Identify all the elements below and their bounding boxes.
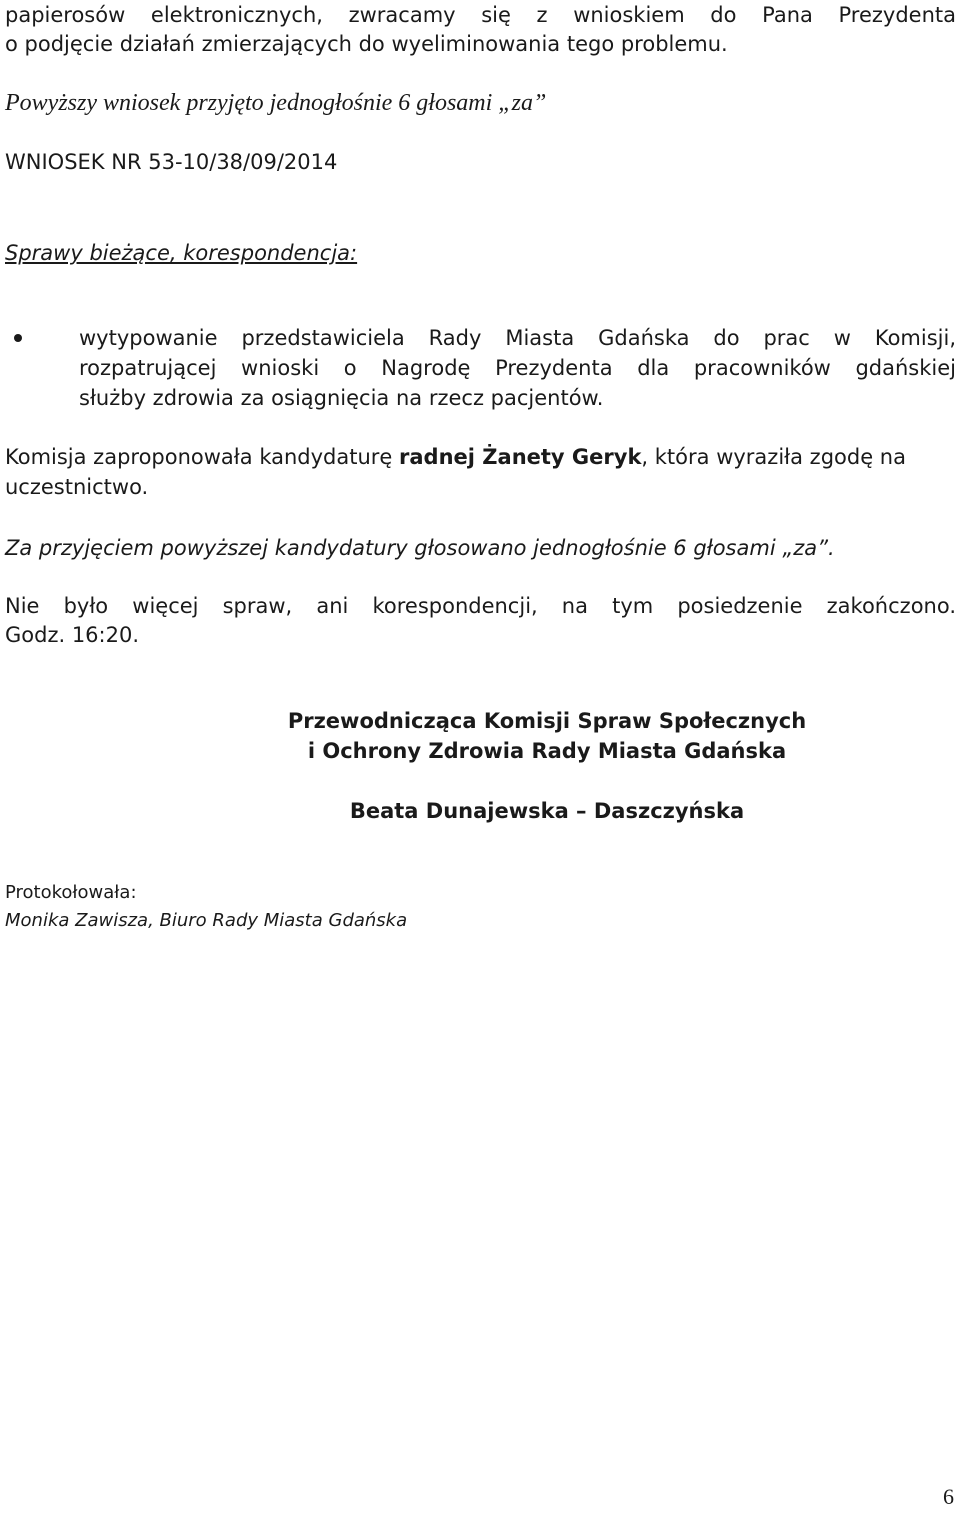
commission-text: , która wyraziła zgodę na: [641, 445, 906, 469]
candidate-name: radnej Żanety Geryk: [399, 445, 642, 469]
commission-proposal: [5, 442, 906, 472]
closing-line: Nie było więcej spraw, ani korespondencji, na tym posiedzenie zakończono.: [5, 594, 956, 618]
minutes-author: Monika Zawisza, Biuro Rady Miasta Gdańska: [5, 910, 408, 931]
signature-name: Beata Dunajewska – Daszczyńska: [349, 799, 745, 823]
bullet-item-line: służby zdrowia za osiągnięcia na rzecz pacjentów.: [79, 386, 604, 410]
vote-result: Za przyjęciem powyższej kandydatury głosowano jednogłośnie 6 głosami „za”.: [5, 536, 835, 560]
page-number: 6: [943, 1484, 954, 1509]
signature-title: Przewodnicząca Komisji Spraw Społecznych: [287, 709, 807, 733]
commission-text: Komisja zaproponowała kandydaturę: [5, 445, 400, 469]
section-heading: Sprawy bieżące, korespondencja:: [5, 241, 358, 265]
bullet-item-line: wytypowanie przedstawiciela Rady Miasta Gdańska do prac w Komisji,: [79, 326, 956, 350]
paragraph-line: papierosów elektronicznych, zwracamy się z wnioskiem do Pana Prezydenta: [5, 3, 956, 27]
bullet-icon: [14, 334, 22, 342]
closing-time: Godz. 16:20.: [5, 623, 140, 647]
minutes-label: Protokołowała:: [5, 882, 137, 903]
commission-proposal-line: uczestnictwo.: [5, 475, 149, 499]
motion-number: WNIOSEK NR 53-10/38/09/2014: [5, 150, 338, 174]
paragraph-line: o podjęcie działań zmierzających do wyeliminowania tego problemu.: [5, 32, 728, 56]
bullet-item-line: rozpatrującej wnioski o Nagrodę Prezydenta dla pracowników gdańskiej: [79, 356, 956, 380]
vote-result: Powyższy wniosek przyjęto jednogłośnie 6 głosami „za”: [5, 90, 547, 116]
signature-title: i Ochrony Zdrowia Rady Miasta Gdańska: [307, 739, 787, 763]
